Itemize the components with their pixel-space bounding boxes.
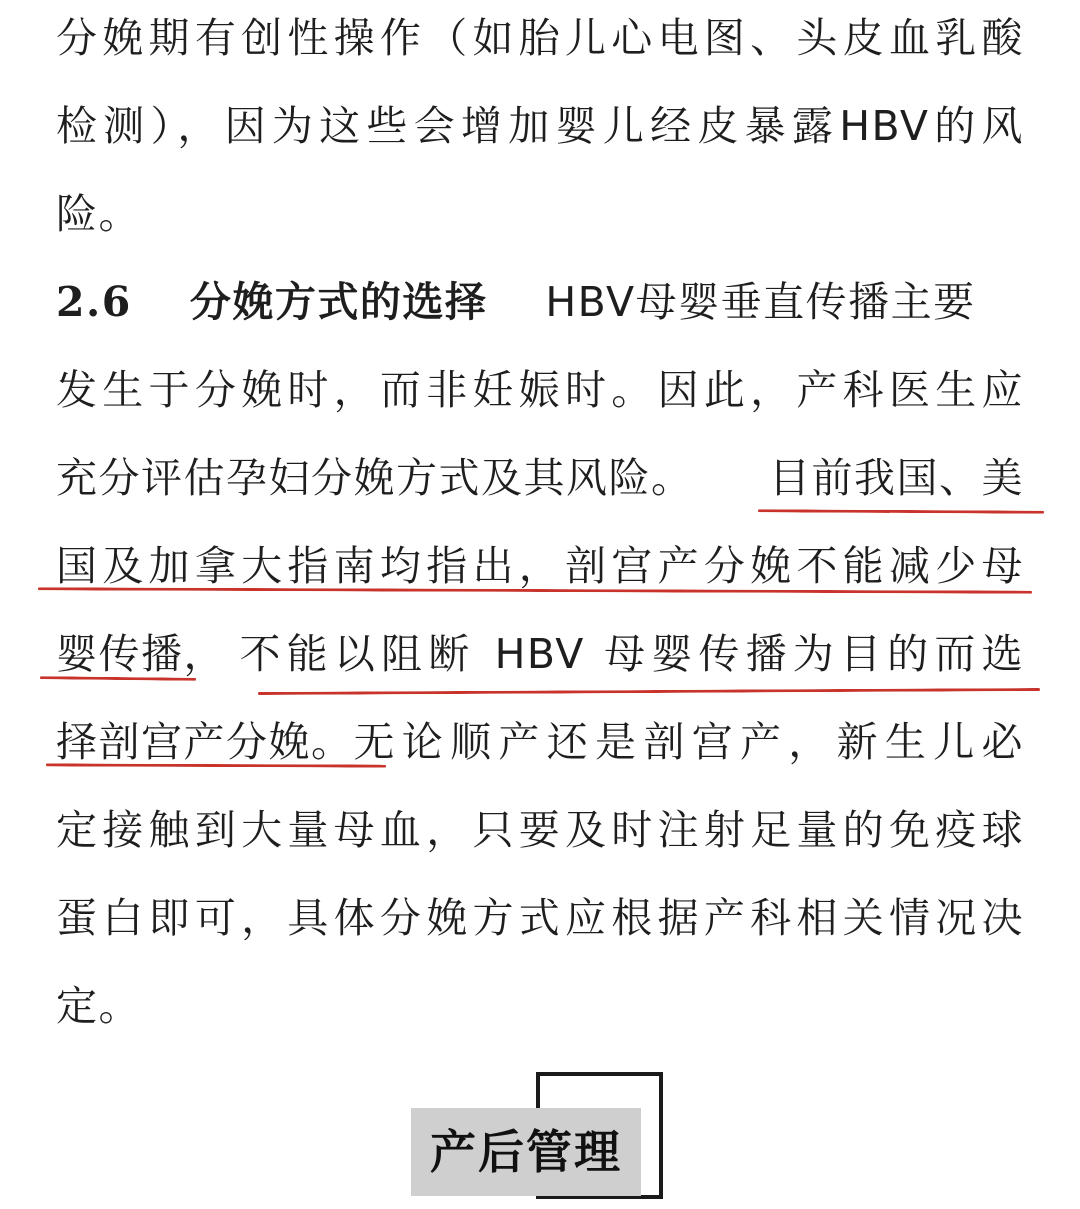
paragraph-line: 分娩期有创性操作（如胎儿心电图、头皮血乳酸: [56, 14, 1024, 62]
heading-label: 产后管理: [430, 1125, 622, 1179]
section-heading-line: [56, 272, 1024, 332]
red-underline-mark: [758, 509, 1044, 513]
next-section-heading: [411, 1072, 669, 1205]
section-text: HBV母婴垂直传播主要: [545, 278, 976, 326]
paragraph-line: 蛋白即可，具体分娩方式应根据产科相关情况决: [56, 894, 1024, 942]
paragraph-line: 发生于分娩时，而非妊娠时。因此，产科医生应: [56, 366, 1024, 414]
paragraph-line: [56, 624, 1024, 684]
highlighted-text: 不能以阻断 HBV 母婴传播为目的而选: [239, 630, 1024, 678]
highlighted-text: 目前我国、美: [769, 454, 1024, 502]
paragraph-line: 险。: [56, 190, 141, 238]
section-title: 分娩方式的选择: [189, 278, 488, 326]
highlighted-text: 婴传播: [56, 630, 184, 678]
paragraph-text: 充分评估孕妇分娩方式及其风险。: [56, 454, 694, 502]
highlighted-line: 国及加拿大指南均指出，剖宫产分娩不能减少母: [56, 542, 1024, 590]
section-number: 2.6: [56, 278, 132, 326]
paragraph-line: 检测），因为这些会增加婴儿经皮暴露HBV的风: [56, 102, 1024, 150]
red-underline-mark: [258, 688, 1040, 695]
highlighted-text: 择剖宫产分娩。: [56, 718, 354, 766]
paragraph-line: [56, 448, 1024, 508]
paragraph-text: 无论顺产还是剖宫产，新生儿必: [353, 718, 1024, 766]
paragraph-text: ，: [183, 630, 226, 678]
paragraph-line: 定。: [56, 982, 141, 1030]
paragraph-line: 定接触到大量母血，只要及时注射足量的免疫球: [56, 806, 1024, 854]
